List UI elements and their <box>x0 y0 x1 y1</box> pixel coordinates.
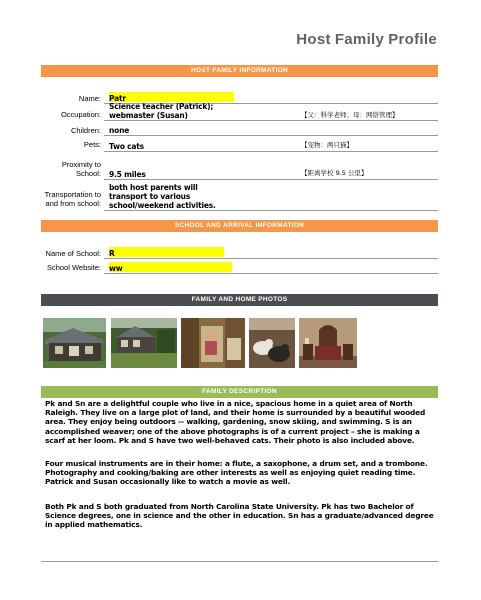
occupation-label: Occupation: <box>60 110 101 119</box>
pets-underline <box>104 151 438 152</box>
photos-section-header: FAMILY AND HOME PHOTOS <box>41 294 438 306</box>
website-underline <box>104 273 438 274</box>
house-exterior-photo <box>43 318 106 368</box>
description-line: Patrick and Susan occasionally like to watch a movie as well. <box>45 477 291 487</box>
description-paragraph-3 <box>45 502 440 530</box>
proximity-value: 9.5 miles <box>109 170 146 179</box>
pets-chinese-note: 【宠物：两只猫】 <box>301 141 353 149</box>
description-line: Photography and cooking/baking are other interests as well as enjoying quiet reading time. <box>45 468 416 478</box>
description-line: Both Pk and S both graduated from North Carolina State University. Pk has two Bachelor of <box>45 502 414 511</box>
page-title <box>296 31 437 48</box>
children-label: Children: <box>70 126 101 135</box>
cats-photo <box>249 318 295 368</box>
description-line: area. They enjoy being outdoors -- walking, gardening, snow skiing, and swimming. S is an <box>45 417 412 427</box>
host-family-section-header: HOST FAMILY INFORMATION <box>41 65 438 77</box>
pets-label: Pets: <box>83 140 101 149</box>
title-word-family: Family <box>334 31 385 48</box>
occupation-line-1: Science teacher (Patrick); <box>109 102 214 111</box>
school-name-value: R <box>109 249 115 258</box>
title-word-profile: Profile <box>388 31 437 48</box>
description-line: accomplished weaver; one of the above photographs is of a current project – she is making a <box>45 426 420 436</box>
description-line: scarf at her loom. Pk and S have two well-behaved cats. Their photo is also included above. <box>45 435 415 445</box>
proximity-chinese-note: 【距离学校 9.5 公里】 <box>301 169 368 177</box>
house-yard-photo <box>111 318 177 368</box>
person-weaving-photo <box>181 318 245 368</box>
description-line: Pk and Sn are a delightful couple who live in a nice, spacious home in a quiet area of North <box>45 399 413 408</box>
name-redaction-highlight <box>109 92 234 102</box>
school-name-redaction-highlight <box>109 247 224 257</box>
transport-label-line-1: Transportation to <box>44 190 101 199</box>
pets-value: Two cats <box>109 142 144 151</box>
school-website-value: ww <box>109 264 123 273</box>
description-paragraph-2 <box>45 459 440 487</box>
transport-label-line-2: and from school: <box>45 199 101 208</box>
occupation-line-2: webmaster (Susan) <box>109 111 188 120</box>
proximity-label-line-2: School: <box>75 169 101 178</box>
photo-strip <box>41 318 438 370</box>
school-name-underline <box>104 258 438 259</box>
website-redaction-highlight <box>109 262 232 272</box>
transport-line-2: transport to various <box>109 192 191 201</box>
occupation-underline <box>104 120 438 121</box>
transport-line-3: school/weekend activities. <box>109 201 216 210</box>
school-website-label: School Website: <box>46 263 101 272</box>
proximity-label-line-1: Proximity to <box>61 160 101 169</box>
title-word-host: Host <box>296 31 331 48</box>
children-value: none <box>109 126 130 135</box>
transport-underline <box>104 210 438 211</box>
name-value: Patr <box>109 94 126 103</box>
proximity-underline <box>104 179 438 180</box>
name-label: Name: <box>78 94 101 103</box>
description-paragraph-1 <box>45 399 440 445</box>
occupation-chinese-note: 【父：科学老师；母：网络管理】 <box>301 111 399 119</box>
description-line: in applied mathematics. <box>45 520 143 530</box>
school-name-label: Name of School: <box>45 249 101 258</box>
page-bottom-rule <box>41 561 438 562</box>
bedroom-photo <box>299 318 357 368</box>
description-line: Raleigh. They live on a large plot of land, and their home is surrounded by a beautiful wooded <box>45 408 426 418</box>
children-underline <box>104 135 438 136</box>
description-line: Four musical instruments are in their home: a flute, a saxophone, a drum set, and a trombone. <box>45 459 428 468</box>
description-line: Science degrees, one in science and the other in education. Sn has a graduate/advanced degree <box>45 511 434 521</box>
description-section-header: FAMILY DESCRIPTION <box>41 386 438 398</box>
school-section-header: SCHOOL AND ARRIVAL INFORMATION <box>41 220 438 232</box>
transport-line-1: both host parents will <box>109 183 198 192</box>
